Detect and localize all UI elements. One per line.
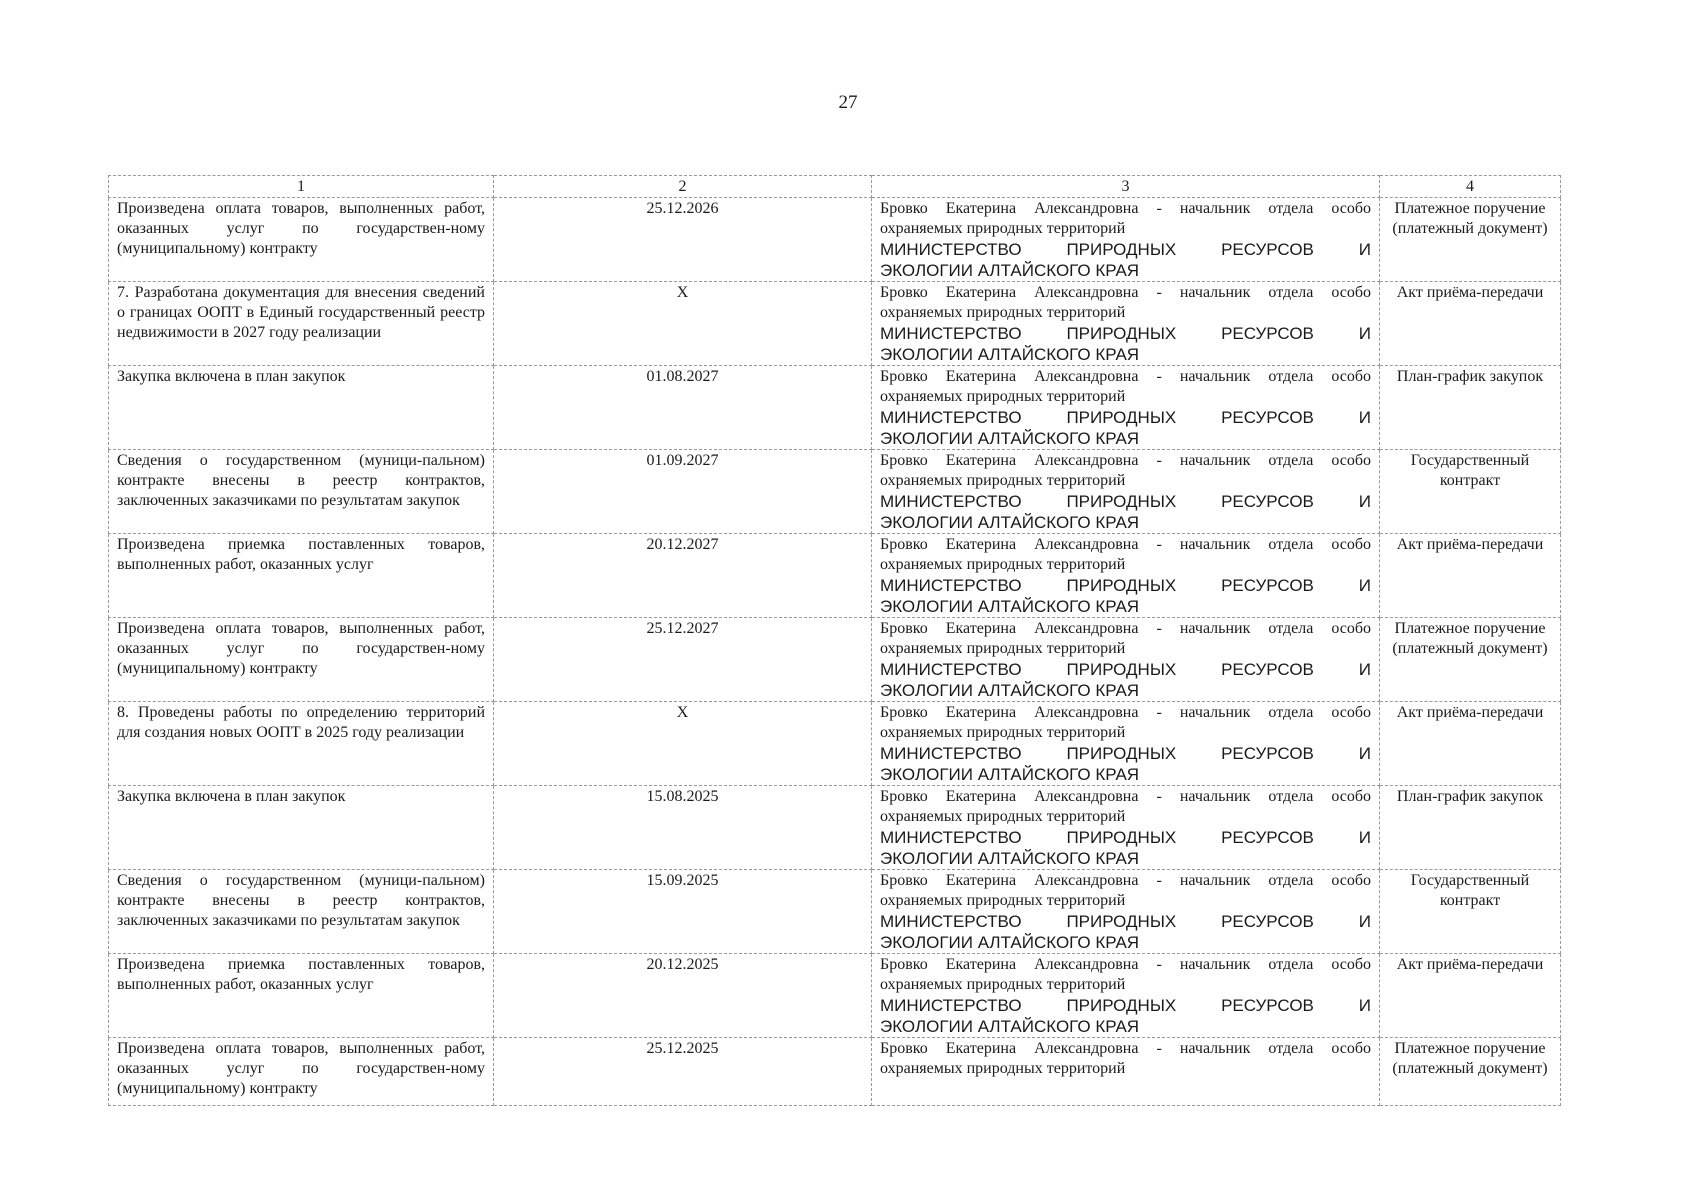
ministry-name	[880, 407, 1371, 449]
table-row	[109, 954, 1561, 1038]
document-cell: Акт приёма-передачи	[1380, 282, 1561, 366]
action-cell: Произведена оплата товаров, выполненных работ, оказанных услуг по государствен-ному (муниципальному) контракту	[109, 1038, 494, 1106]
document-cell: Государственный контракт	[1380, 870, 1561, 954]
responsible-person: Бровко Екатерина Александровна - начальник отдела особо охраняемых природных территорий	[880, 788, 1371, 825]
responsible-person: Бровко Екатерина Александровна - начальник отдела особо охраняемых природных территорий	[880, 536, 1371, 573]
table-row	[109, 450, 1561, 534]
action-cell: 8. Проведены работы по определению территорий для создания новых ООПТ в 2025 году реализации	[109, 702, 494, 786]
responsible-person: Бровко Екатерина Александровна - начальник отдела особо охраняемых природных территорий	[880, 956, 1371, 993]
responsible-cell	[872, 618, 1380, 702]
document-cell: Акт приёма-передачи	[1380, 702, 1561, 786]
document-cell: Платежное поручение (платежный документ)	[1380, 198, 1561, 282]
ministry-name-line1: МИНИСТЕРСТВО ПРИРОДНЫХ РЕСУРСОВ И	[880, 660, 1371, 679]
responsible-person: Бровко Екатерина Александровна - начальник отдела особо охраняемых природных территорий	[880, 368, 1371, 405]
responsible-cell	[872, 198, 1380, 282]
ministry-name	[880, 323, 1371, 365]
responsible-person: Бровко Екатерина Александровна - начальник отдела особо охраняемых природных территорий	[880, 200, 1371, 237]
date-cell: 01.09.2027	[494, 450, 872, 534]
ministry-name-line1: МИНИСТЕРСТВО ПРИРОДНЫХ РЕСУРСОВ И	[880, 324, 1371, 343]
responsible-cell	[872, 1038, 1380, 1106]
implementation-plan-table	[108, 175, 1561, 1106]
table-row	[109, 786, 1561, 870]
ministry-name-line1: МИНИСТЕРСТВО ПРИРОДНЫХ РЕСУРСОВ И	[880, 576, 1371, 595]
date-cell: 25.12.2026	[494, 198, 872, 282]
responsible-cell	[872, 702, 1380, 786]
responsible-cell	[872, 870, 1380, 954]
document-cell: План-график закупок	[1380, 786, 1561, 870]
action-cell: Произведена оплата товаров, выполненных работ, оказанных услуг по государствен-ному (муниципальному) контракту	[109, 198, 494, 282]
ministry-name-line2: ЭКОЛОГИИ АЛТАЙСКОГО КРАЯ	[880, 1017, 1140, 1036]
table-header-row	[109, 176, 1561, 198]
table-row	[109, 282, 1561, 366]
document-cell: Акт приёма-передачи	[1380, 534, 1561, 618]
responsible-cell	[872, 282, 1380, 366]
responsible-cell	[872, 450, 1380, 534]
responsible-person: Бровко Екатерина Александровна - начальник отдела особо охраняемых природных территорий	[880, 872, 1371, 909]
action-cell: Сведения о государственном (муници-пальном) контракте внесены в реестр контрактов, заключенных заказчиками по результатам закупок	[109, 450, 494, 534]
date-cell: 20.12.2025	[494, 954, 872, 1038]
document-cell: Государственный контракт	[1380, 450, 1561, 534]
date-cell: 20.12.2027	[494, 534, 872, 618]
ministry-name	[880, 911, 1371, 953]
ministry-name-line2: ЭКОЛОГИИ АЛТАЙСКОГО КРАЯ	[880, 849, 1140, 868]
ministry-name-line2: ЭКОЛОГИИ АЛТАЙСКОГО КРАЯ	[880, 597, 1140, 616]
ministry-name-line1: МИНИСТЕРСТВО ПРИРОДНЫХ РЕСУРСОВ И	[880, 828, 1371, 847]
responsible-person: Бровко Екатерина Александровна - начальник отдела особо охраняемых природных территорий	[880, 284, 1371, 321]
ministry-name-line1: МИНИСТЕРСТВО ПРИРОДНЫХ РЕСУРСОВ И	[880, 408, 1371, 427]
responsible-person: Бровко Екатерина Александровна - начальник отдела особо охраняемых природных территорий	[880, 620, 1371, 657]
ministry-name	[880, 491, 1371, 533]
ministry-name-line2: ЭКОЛОГИИ АЛТАЙСКОГО КРАЯ	[880, 681, 1140, 700]
ministry-name-line2: ЭКОЛОГИИ АЛТАЙСКОГО КРАЯ	[880, 261, 1140, 280]
ministry-name-line1: МИНИСТЕРСТВО ПРИРОДНЫХ РЕСУРСОВ И	[880, 912, 1371, 931]
responsible-cell	[872, 954, 1380, 1038]
responsible-person: Бровко Екатерина Александровна - начальник отдела особо охраняемых природных территорий	[880, 452, 1371, 489]
column-header-2: 2	[494, 176, 872, 198]
action-cell: Произведена оплата товаров, выполненных работ, оказанных услуг по государствен-ному (муниципальному) контракту	[109, 618, 494, 702]
document-cell: План-график закупок	[1380, 366, 1561, 450]
table-row	[109, 702, 1561, 786]
ministry-name	[880, 743, 1371, 785]
action-cell: Произведена приемка поставленных товаров, выполненных работ, оказанных услуг	[109, 534, 494, 618]
date-cell: 15.08.2025	[494, 786, 872, 870]
column-header-3: 3	[872, 176, 1380, 198]
responsible-cell	[872, 786, 1380, 870]
date-cell: 25.12.2027	[494, 618, 872, 702]
ministry-name-line2: ЭКОЛОГИИ АЛТАЙСКОГО КРАЯ	[880, 513, 1140, 532]
page-number: 27	[838, 92, 858, 113]
ministry-name-line1: МИНИСТЕРСТВО ПРИРОДНЫХ РЕСУРСОВ И	[880, 996, 1371, 1015]
action-cell: Закупка включена в план закупок	[109, 786, 494, 870]
ministry-name	[880, 575, 1371, 617]
table-row	[109, 1038, 1561, 1106]
date-cell: 25.12.2025	[494, 1038, 872, 1106]
document-cell: Платежное поручение (платежный документ)	[1380, 618, 1561, 702]
table-row	[109, 534, 1561, 618]
ministry-name-line1: МИНИСТЕРСТВО ПРИРОДНЫХ РЕСУРСОВ И	[880, 492, 1371, 511]
responsible-cell	[872, 534, 1380, 618]
column-header-1: 1	[109, 176, 494, 198]
table-row	[109, 198, 1561, 282]
ministry-name	[880, 827, 1371, 869]
responsible-person: Бровко Екатерина Александровна - начальник отдела особо охраняемых природных территорий	[880, 704, 1371, 741]
responsible-person: Бровко Екатерина Александровна - начальник отдела особо охраняемых природных территорий	[880, 1040, 1371, 1077]
ministry-name	[880, 995, 1371, 1037]
date-cell: 01.08.2027	[494, 366, 872, 450]
table-row	[109, 618, 1561, 702]
table-row	[109, 366, 1561, 450]
ministry-name	[880, 659, 1371, 701]
document-cell: Платежное поручение (платежный документ)	[1380, 1038, 1561, 1106]
ministry-name	[880, 239, 1371, 281]
action-cell: Закупка включена в план закупок	[109, 366, 494, 450]
ministry-name-line1: МИНИСТЕРСТВО ПРИРОДНЫХ РЕСУРСОВ И	[880, 744, 1371, 763]
action-cell: Произведена приемка поставленных товаров, выполненных работ, оказанных услуг	[109, 954, 494, 1038]
ministry-name-line2: ЭКОЛОГИИ АЛТАЙСКОГО КРАЯ	[880, 429, 1140, 448]
table-body	[109, 176, 1561, 1106]
ministry-name-line2: ЭКОЛОГИИ АЛТАЙСКОГО КРАЯ	[880, 933, 1140, 952]
ministry-name-line2: ЭКОЛОГИИ АЛТАЙСКОГО КРАЯ	[880, 345, 1140, 364]
column-header-4: 4	[1380, 176, 1561, 198]
ministry-name-line1: МИНИСТЕРСТВО ПРИРОДНЫХ РЕСУРСОВ И	[880, 240, 1371, 259]
responsible-cell	[872, 366, 1380, 450]
date-cell: X	[494, 702, 872, 786]
date-cell: 15.09.2025	[494, 870, 872, 954]
document-cell: Акт приёма-передачи	[1380, 954, 1561, 1038]
action-cell: 7. Разработана документация для внесения сведений о границах ООПТ в Единый государственный реестр недвижимости в 2027 году реализации	[109, 282, 494, 366]
ministry-name-line2: ЭКОЛОГИИ АЛТАЙСКОГО КРАЯ	[880, 765, 1140, 784]
table-row	[109, 870, 1561, 954]
date-cell: X	[494, 282, 872, 366]
action-cell: Сведения о государственном (муници-пальном) контракте внесены в реестр контрактов, заключенных заказчиками по результатам закупок	[109, 870, 494, 954]
